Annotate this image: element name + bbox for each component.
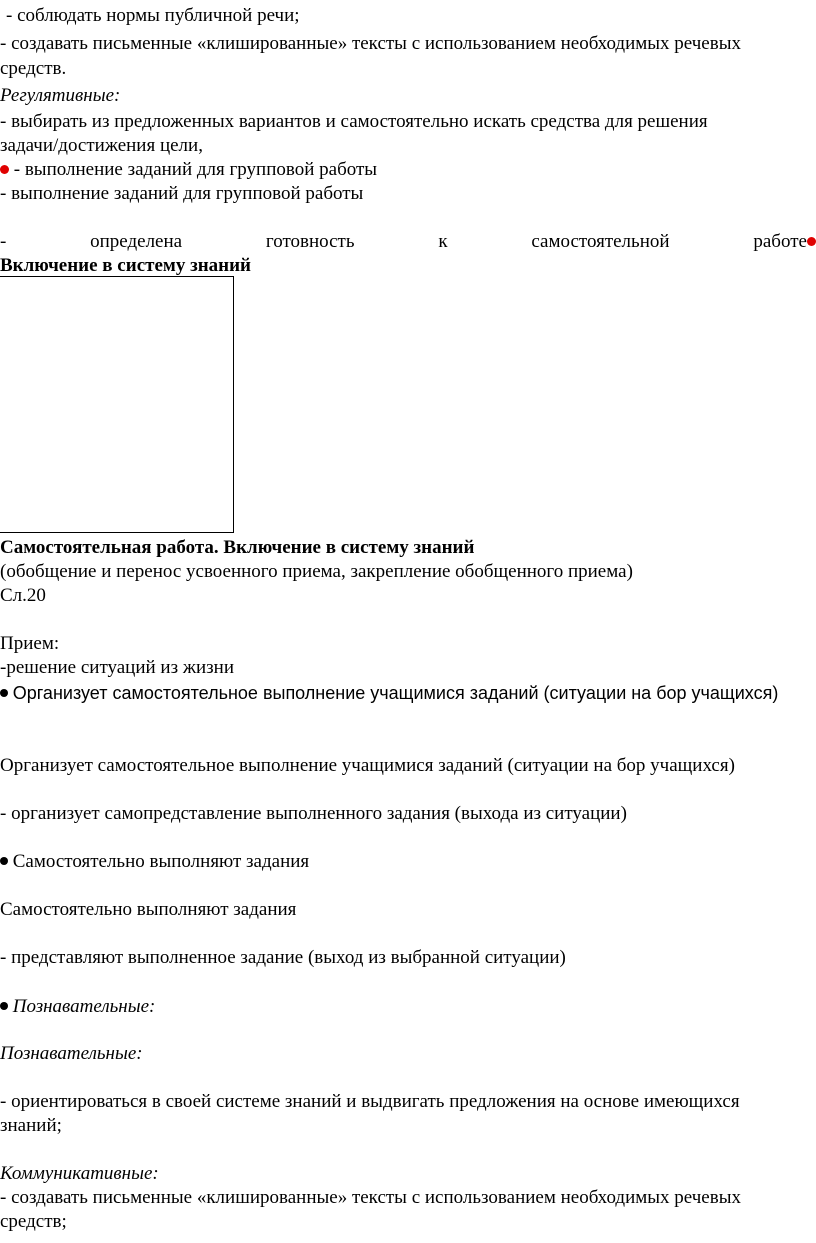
text-line: Организует самостоятельное выполнение учащимися заданий (ситуации на бор учащихся)	[12, 683, 779, 703]
text-line: - создавать письменные «клишированные» тексты с использованием необходимых речевых	[0, 33, 741, 54]
text-line: - ориентироваться в своей системе знаний и выдвигать предложения на основе имеющихся	[0, 1091, 740, 1112]
text-line: Самостоятельно выполняют задания	[0, 899, 297, 920]
word: -	[0, 231, 7, 252]
section-label-cognitive: Познавательные:	[12, 996, 156, 1017]
text-line: (обобщение и перенос усвоенного приема, закрепление обобщенного приема)	[0, 561, 633, 582]
section-label-regulative: Регулятивные:	[0, 85, 121, 106]
empty-image-frame	[0, 276, 234, 533]
word: готовность	[265, 231, 355, 252]
text-line: - представляют выполненное задание (выход из выбранной ситуации)	[0, 947, 566, 968]
section-label-communicative: Коммуникативные:	[0, 1163, 159, 1184]
word: работе	[753, 231, 807, 252]
text-line: -решение ситуаций из жизни	[0, 657, 234, 678]
bullet-line	[0, 995, 155, 1019]
red-bullet-icon	[0, 165, 9, 174]
text-line: - выполнение заданий для групповой работы	[13, 159, 378, 180]
word: к	[438, 231, 448, 252]
black-bullet-icon	[0, 857, 8, 865]
word-with-bullet	[753, 230, 816, 254]
justified-line	[0, 230, 816, 254]
text-line: Самостоятельно выполняют задания	[12, 851, 310, 872]
red-bullet-icon	[807, 237, 816, 246]
bullet-line	[0, 681, 778, 706]
section-label-cognitive: Познавательные:	[0, 1043, 143, 1064]
text-line: Организует самостоятельное выполнение учащимися заданий (ситуации на бор учащихся)	[0, 755, 735, 776]
text-line: - создавать письменные «клишированные» тексты с использованием необходимых речевых	[0, 1187, 741, 1208]
text-line: средств.	[0, 58, 67, 79]
bullet-line	[0, 850, 309, 874]
black-bullet-icon	[0, 689, 8, 697]
text-line: Прием:	[0, 633, 60, 654]
text-line: - организует самопредставление выполненного задания (выхода из ситуации)	[0, 803, 627, 824]
bullet-line	[0, 158, 377, 182]
text-line: - соблюдать нормы публичной речи;	[6, 5, 300, 26]
text-line: - выполнение заданий для групповой работы	[0, 183, 364, 204]
black-bullet-icon	[0, 1002, 8, 1010]
word: самостоятельной	[531, 231, 670, 252]
text-line: - выбирать из предложенных вариантов и самостоятельно искать средства для решения	[0, 111, 708, 132]
section-heading: Включение в систему знаний	[0, 255, 252, 276]
section-heading: Самостоятельная работа. Включение в систему знаний	[0, 537, 475, 558]
text-line: знаний;	[0, 1115, 62, 1136]
text-line: средств;	[0, 1211, 67, 1232]
word: определена	[90, 231, 183, 252]
text-line: задачи/достижения цели,	[0, 135, 203, 156]
slide-number: Сл.20	[0, 585, 46, 606]
